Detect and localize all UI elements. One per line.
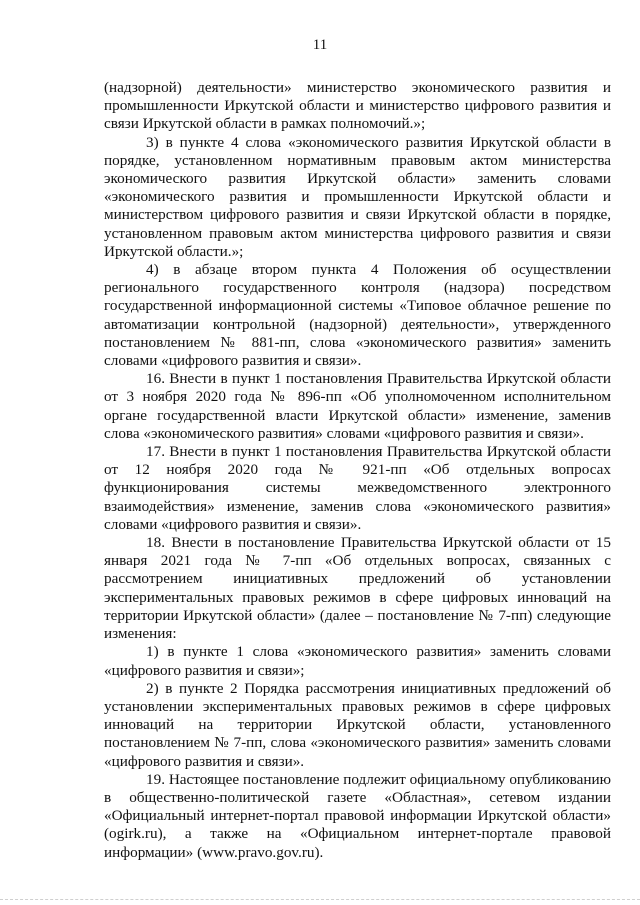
paragraph-continuation: (надзорной) деятельности» министерство экономического развития и промышленности Иркутской области и министерство цифрового развития и связи Иркутской области в рамках полномочий.»;: [104, 79, 611, 133]
paragraph-18-item-2: 2) в пункте 2 Порядка рассмотрения инициативных предложений об установлении экспериментальных правовых режимов в сфере цифровых инноваций на территории Иркутской области, установленного постановлением № 7-пп, слова «экономического развития» заменить словами «цифрового развития и связи».: [104, 679, 611, 770]
paragraph-item-3: 3) в пункте 4 слова «экономического развития Иркутской области в порядке, установленном нормативным правовым актом министерства экономического развития Иркутской области» заменить словами «экономического развития и промышленности Иркутской области и министерством цифрового развития и связи Иркутской области в порядке, установленном правовым актом министерства цифрового развития и связи Иркутской области.»;: [104, 133, 611, 260]
paragraph-19: 19. Настоящее постановление подлежит официальному опубликованию в общественно-политической газете «Областная», сетевом издании «Официальный интернет-портал правовой информации Иркутской области» (ogirk.ru), а также на «Официальном интернет-портале правовой информации» (www.pravo.gov.ru).: [104, 770, 611, 861]
paragraph-16: 16. Внести в пункт 1 постановления Правительства Иркутской области от 3 ноября 2020 года № 896-пп «Об уполномоченном исполнительном органе государственной власти Иркутской области» изменение, заменив слова «экономического развития» словами «цифрового развития и связи».: [104, 370, 611, 442]
paragraph-18: 18. Внести в постановление Правительства Иркутской области от 15 января 2021 года № 7-пп «Об отдельных вопросах, связанных с рассмотрением инициативных предложений об установлении экспериментальных правовых режимов в сфере цифровых инноваций на территории Иркутской области» (далее – постановление № 7-пп) следующие изменения:: [104, 534, 611, 643]
document-body: [104, 79, 611, 862]
scan-edge-divider: [0, 899, 640, 902]
paragraph-18-item-1: 1) в пункте 1 слова «экономического развития» заменить словами «цифрового развития и связи»;: [104, 643, 611, 679]
paragraph-item-4: 4) в абзаце втором пункта 4 Положения об осуществлении регионального государственного контроля (надзора) посредством государственной информационной системы «Типовое облачное решение по автоматизации контрольной (надзорной) деятельности», утвержденного постановлением № 881-пп, слова «экономического развития» заменить словами «цифрового развития и связи».: [104, 261, 611, 370]
paragraph-17: 17. Внести в пункт 1 постановления Правительства Иркутской области от 12 ноября 2020 года № 921-пп «Об отдельных вопросах функционирования системы межведомственного электронного взаимодействия» изменение, заменив слова «экономического развития» словами «цифрового развития и связи».: [104, 443, 611, 533]
page-number: 11: [312, 37, 328, 53]
